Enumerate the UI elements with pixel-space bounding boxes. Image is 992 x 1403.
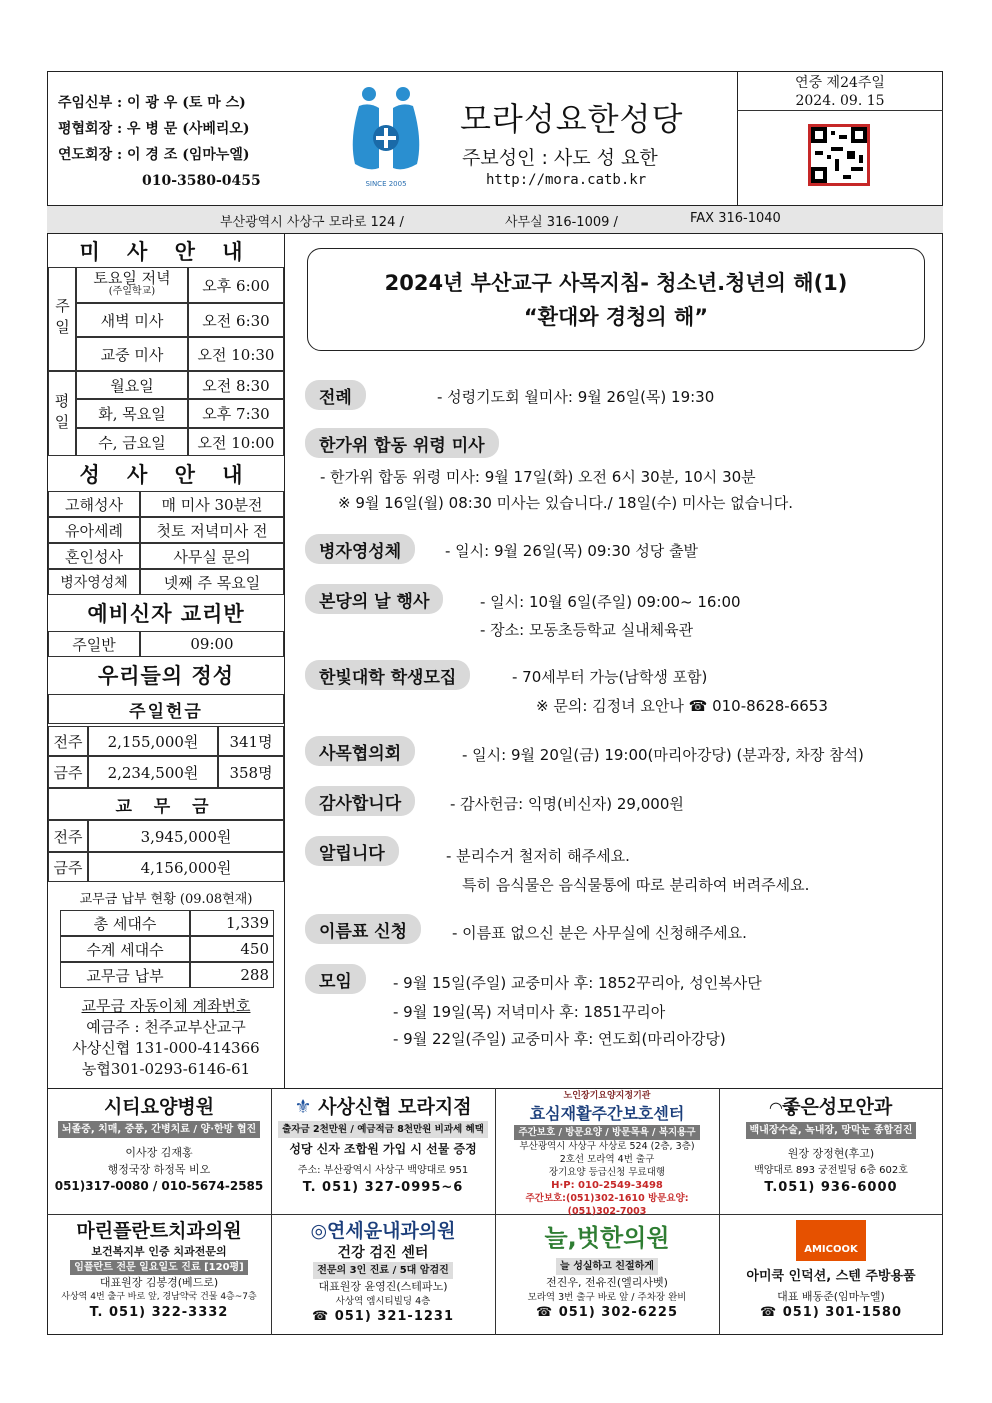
- ad-neulbeot-title: 늘,벗한의원: [544, 1224, 670, 1252]
- clergy-pastor: 주임신부 : 이 광 우 (토 마 스): [58, 95, 246, 111]
- news-parish-day-line-1: - 일시: 10월 6일(주일) 09:00~ 16:00: [480, 593, 741, 611]
- qr-code[interactable]: [808, 124, 870, 186]
- status-paid-value: 288: [190, 962, 274, 988]
- status-paid-label: 교무금 납부: [60, 962, 190, 988]
- catechumen-time: 09:00: [140, 631, 284, 657]
- status-baptized-value: 450: [190, 936, 274, 962]
- mass-dawn-name: 새벽 미사: [76, 303, 188, 337]
- amicook-logo: AMICOOK: [796, 1220, 866, 1261]
- ads-hdivider: [47, 1214, 943, 1215]
- parish-address: 부산광역시 사상구 모라로 124 /: [220, 215, 404, 230]
- ad-neulbeot-l2: 모라역 3번 출구 바로 앞 / 주차장 완비: [527, 1292, 687, 1303]
- ad-eye-l1: 원장 장정현(후고): [787, 1147, 875, 1160]
- catechumen-title: 예비신자 교리반: [48, 597, 284, 629]
- ad-sinhyup[interactable]: [276, 1094, 490, 1196]
- news-chuseok-line-2: ※ 9월 16일(월) 08:30 미사는 있습니다./ 18일(수) 미사는 없습니다.: [338, 494, 793, 512]
- ad-city-title: 시티요양병원: [103, 1096, 215, 1118]
- news-tag-sick-communion: 병자영성체: [305, 534, 415, 564]
- news-nametag-line-1: - 이름표 없으신 분은 사무실에 신청해주세요.: [452, 924, 747, 942]
- ad-amicook-l1: 대표 배동준(임마누엘): [777, 1290, 885, 1303]
- news-hanbit-line-1: - 70세부터 가능(남학생 포함): [512, 668, 708, 686]
- header-right-divider: [737, 71, 738, 205]
- clergy-yeondo-president: 연도회장 : 이 경 조 (임마누엘): [58, 147, 250, 163]
- account-title: 교무금 자동이체 계좌번호: [81, 997, 251, 1015]
- ad-sinhyup-bar: 출자금 2천만원 / 예금적금 8천만원 비과세 혜택: [278, 1121, 488, 1138]
- ad-neulbeot-l1: 전진우, 전유진(엘리사벳): [546, 1276, 668, 1289]
- sacraments-title: 성 사 안 내: [48, 458, 284, 490]
- parish-name: 모라성요한성당: [460, 100, 684, 138]
- ad-city-l1: 이사장 김재홍: [125, 1146, 193, 1159]
- patron-saint: 주보성인 : 사도 성 요한: [462, 147, 658, 169]
- ad-hyosim-l1: 부산광역시 사상구 사상로 524 (2층, 3층): [519, 1141, 695, 1152]
- offering-curr-count: 358명: [218, 756, 284, 788]
- news-tag-liturgy: 전례: [305, 380, 366, 410]
- ad-hyosim-l2: 2호선 모라역 4번 출구: [559, 1154, 655, 1165]
- issue-date: 2024. 09. 15: [795, 93, 885, 109]
- mass-saturday-name: 토요일 저녁: [93, 269, 171, 287]
- sunday-label-text: 주일: [53, 298, 71, 340]
- account-sinhyup: 사상신협 131-000-414366: [72, 1039, 260, 1057]
- ad-sinhyup-phone: T. 051) 327-0995~6: [302, 1180, 464, 1195]
- pastoral-line-2: “환대와 경청의 해”: [523, 305, 709, 329]
- mass-monday-name: 월요일: [76, 371, 188, 399]
- ad-city-phone: 051)317-0080 / 010-5674-2585: [54, 1179, 264, 1193]
- sacrament-marriage: 혼인성사: [48, 543, 140, 569]
- dues-status-title: 교무금 납부 현황 (09.08현재): [79, 892, 253, 907]
- ad-eye-title: [724, 1094, 938, 1121]
- sacrament-confession-value: 매 미사 30분전: [140, 491, 284, 517]
- news-notice-line-2: 특히 음식물은 음식물통에 따로 분리하여 버려주세요.: [462, 876, 810, 894]
- offering-curr-amount: 2,234,500원: [88, 756, 218, 788]
- offering-curr-label: 금주: [48, 756, 88, 788]
- mass-row-saturday: [76, 267, 188, 303]
- mass-saturday-note: (주일학교): [108, 286, 156, 297]
- clergy-list: [58, 90, 261, 194]
- ad-sinhyup-title-text: 사상신협 모라지점: [318, 1096, 472, 1118]
- ad-marine-sub: 보건복지부 인증 치과전문의: [91, 1245, 227, 1258]
- news-tag-hanbit: 한빛대학 학생모집: [305, 660, 470, 690]
- ad-marine-phone: T. 051) 322-3332: [89, 1305, 229, 1320]
- mass-wedfri-time: 오전 10:00: [188, 428, 284, 456]
- ad-hyosim-title: 효심재활주간보호센터: [529, 1104, 685, 1123]
- news-parish-day-line-2: - 장소: 모동초등학교 실내체육관: [480, 621, 694, 639]
- ad-marine-l2: 사상역 4번 출구 바로 앞, 경남약국 건물 4층~7층: [61, 1292, 257, 1302]
- ad-yonsei-l1: 대표원장 윤영진(스테파노): [318, 1280, 448, 1293]
- ad-yonsei-bar: 전문의 3인 진료 / 5대 암검진: [313, 1262, 453, 1279]
- parish-url[interactable]: http://mora.catb.kr: [486, 172, 647, 188]
- ad-sinhyup-title: [276, 1094, 490, 1120]
- ad-marine-l1: 대표원장 김봉경(베드로): [99, 1276, 219, 1289]
- weekday-label: [48, 371, 76, 456]
- dues-curr-label: 금주: [48, 852, 88, 882]
- liturgical-week: 연중 제24주일: [795, 75, 885, 91]
- news-sick-line-1: - 일시: 9월 26일(목) 09:30 성당 출발: [445, 542, 699, 560]
- address-divider: [47, 233, 943, 234]
- ad-yonsei-title: [276, 1218, 490, 1244]
- mass-main-name: 교중 미사: [76, 337, 188, 371]
- sinhyup-logo-icon: ⚜: [294, 1096, 312, 1118]
- ad-neulbeot[interactable]: [500, 1218, 714, 1320]
- status-households-label: 총 세대수: [60, 910, 190, 936]
- mass-tuethu-name: 화, 목요일: [76, 399, 188, 428]
- parish-logo: [345, 80, 427, 192]
- ad-amicook[interactable]: [724, 1218, 938, 1321]
- ads-vdivider-1: [271, 1088, 272, 1335]
- sunday-label: [48, 267, 76, 371]
- account-holder: 예금주 : 천주교부산교구: [86, 1018, 246, 1036]
- offering-prev-label: 전주: [48, 726, 88, 756]
- address-bar: [47, 206, 943, 233]
- ad-city-hospital[interactable]: [52, 1094, 266, 1195]
- news-tag-meetings: 모임: [305, 964, 366, 994]
- sacrament-baptism-value: 첫토 저녁미사 전: [140, 517, 284, 543]
- dues-prev-label: 전주: [48, 820, 88, 852]
- eye-logo-icon: ◠: [769, 1098, 783, 1117]
- news-notice-line-1: - 분리수거 철저히 해주세요.: [446, 847, 630, 865]
- news-tag-parish-day: 본당의 날 행사: [305, 584, 443, 614]
- account-nonghyup: 농협301-0293-6146-61: [81, 1060, 251, 1078]
- pastoral-theme-box: [307, 248, 925, 351]
- ad-hyosim-l3: 장기요양 등급신청 무료대행: [548, 1167, 666, 1178]
- office-phone: 사무실 316-1009 /: [505, 215, 618, 230]
- dues-prev-amount: 3,945,000원: [88, 820, 284, 852]
- ad-marine-dental[interactable]: [52, 1218, 266, 1320]
- yonsei-logo-icon: ◎: [310, 1220, 328, 1242]
- ad-eye-phone: T.051) 936-6000: [764, 1180, 898, 1195]
- ads-vdivider-2: [495, 1088, 496, 1335]
- sacrament-marriage-value: 사무실 문의: [140, 543, 284, 569]
- ad-neulbeot-bar: 늘 성실하고 친절하게: [556, 1258, 658, 1275]
- ad-marine-bar: 임플란트 전문 일요일도 진료 [120평]: [70, 1260, 248, 1275]
- sacrament-sick-value: 넷째 주 목요일: [140, 569, 284, 595]
- status-baptized-label: 수계 세대수: [60, 936, 190, 962]
- offering-prev-amount: 2,155,000원: [88, 726, 218, 756]
- mass-title: 미 사 안 내: [48, 235, 284, 267]
- ad-eye-bar: 백내장수술, 녹내장, 망막눈 종합검진: [746, 1122, 917, 1139]
- mass-dawn-time: 오전 6:30: [188, 303, 284, 337]
- fax-number: FAX 316-1040: [690, 211, 781, 226]
- news-tag-notice: 알립니다: [305, 836, 399, 866]
- mass-wedfri-name: 수, 금요일: [76, 428, 188, 456]
- clergy-council-president: 평협회장 : 우 병 문 (사베리오): [58, 121, 250, 137]
- ad-hyosim-l4: H·P: 010-2549-3498: [551, 1180, 663, 1191]
- ad-yonsei-l2: 사상역 엠시티빌딩 4층: [335, 1296, 431, 1307]
- sunday-offering-title: 주일헌금: [48, 694, 284, 724]
- news-council-line-1: - 일시: 9월 20일(금) 19:00(마리아강당) (분과장, 차장 참석): [462, 746, 864, 764]
- ad-hyosim[interactable]: [500, 1090, 714, 1218]
- ad-eye-l2: 백양대로 893 궁전빌딩 6층 602호: [754, 1165, 908, 1176]
- catechumen-label: 주일반: [48, 631, 140, 657]
- news-tag-council: 사목협의회: [305, 736, 415, 766]
- news-tag-chuseok: 한가위 합동 위령 미사: [305, 428, 499, 458]
- news-meetings-line-3: - 9월 22일(주일) 교중미사 후: 연도회(마리아강당): [393, 1030, 726, 1048]
- ad-eye-title-text: 좋은성모안과: [782, 1096, 893, 1118]
- news-thanks-line-1: - 감사헌금: 익명(비신자) 29,000원: [450, 795, 684, 813]
- ad-yonsei-sub: 건강 검진 센터: [337, 1245, 429, 1261]
- issue-info: [740, 74, 940, 110]
- sacrament-sick: 병자영성체: [48, 569, 140, 595]
- ad-sinhyup-l2: 주소: 부산광역시 사상구 백양대로 951: [297, 1165, 469, 1176]
- ad-hyosim-top: 노인장기요양지정기관: [563, 1091, 651, 1101]
- ad-amicook-phone: ☎ 051) 301-1580: [759, 1305, 903, 1320]
- news-hanbit-line-2: ※ 문의: 김정녀 요안나 ☎ 010-8628-6653: [536, 697, 828, 715]
- news-tag-nametag: 이름표 신청: [305, 914, 421, 944]
- dues-title: 교 무 금: [48, 788, 284, 820]
- news-liturgy-line-1: - 성령기도회 월미사: 9월 26일(목) 19:30: [437, 388, 715, 406]
- ad-city-bar: 뇌졸중, 치매, 중풍, 간병치료 / 양·한방 협진: [58, 1121, 260, 1138]
- sacrament-confession: 고해성사: [48, 491, 140, 517]
- ad-hyosim-bar: 주간보호 / 방문요양 / 방문목욕 / 복지용구: [514, 1125, 699, 1140]
- account-info: [48, 996, 284, 1080]
- pastoral-line-1: 2024년 부산교구 사목지침- 청소년.청년의 해(1): [384, 271, 848, 295]
- ad-yonsei-title-text: 연세윤내과의원: [327, 1220, 456, 1242]
- ad-yonsei-clinic[interactable]: [276, 1218, 490, 1324]
- dues-curr-amount: 4,156,000원: [88, 852, 284, 882]
- news-chuseok-line-1: - 한가위 합동 위령 미사: 9월 17일(화) 오전 6시 30분, 10시 30분: [320, 468, 756, 486]
- ad-marine-title: 마린플란트치과의원: [76, 1220, 242, 1242]
- ad-hyosim-phone: 주간보호:(051)302-1610 방문요양:(051)302-7003: [525, 1193, 689, 1217]
- news-meetings-line-1: - 9월 15일(주일) 교중미사 후: 1852꾸리아, 성인복사단: [393, 974, 762, 992]
- issue-divider: [737, 110, 943, 111]
- ads-vdivider-3: [719, 1088, 720, 1335]
- mass-tuethu-time: 오후 7:30: [188, 399, 284, 428]
- ad-yonsei-phone: ☎ 051) 321-1231: [311, 1309, 455, 1324]
- offerings-title: 우리들의 정성: [48, 659, 284, 691]
- mass-monday-time: 오전 8:30: [188, 371, 284, 399]
- ad-city-l2: 행정국장 하정목 비오: [107, 1163, 211, 1176]
- mass-saturday-time: 오후 6:00: [188, 267, 284, 303]
- ad-sinhyup-l1: 성당 신자 조합원 가입 시 선물 증정: [289, 1142, 477, 1156]
- weekday-label-text: 평일: [52, 392, 71, 435]
- parish-phone: 010-3580-0455: [142, 173, 261, 189]
- column-divider: [284, 233, 285, 1088]
- status-households-value: 1,339: [190, 910, 274, 936]
- logo-since: SINCE 2005: [365, 180, 407, 188]
- mass-main-time: 오전 10:30: [188, 337, 284, 371]
- ad-amicook-title: 아미쿡 인덕션, 스텐 주방용품: [746, 1269, 916, 1284]
- offering-prev-count: 341명: [218, 726, 284, 756]
- news-meetings-line-2: - 9월 19일(목) 저녁미사 후: 1851꾸리아: [393, 1003, 666, 1021]
- ad-neulbeot-phone: ☎ 051) 302-6225: [535, 1305, 679, 1320]
- ad-eye-clinic[interactable]: [724, 1094, 938, 1196]
- sacrament-baptism: 유아세례: [48, 517, 140, 543]
- news-tag-thanks: 감사합니다: [305, 786, 415, 816]
